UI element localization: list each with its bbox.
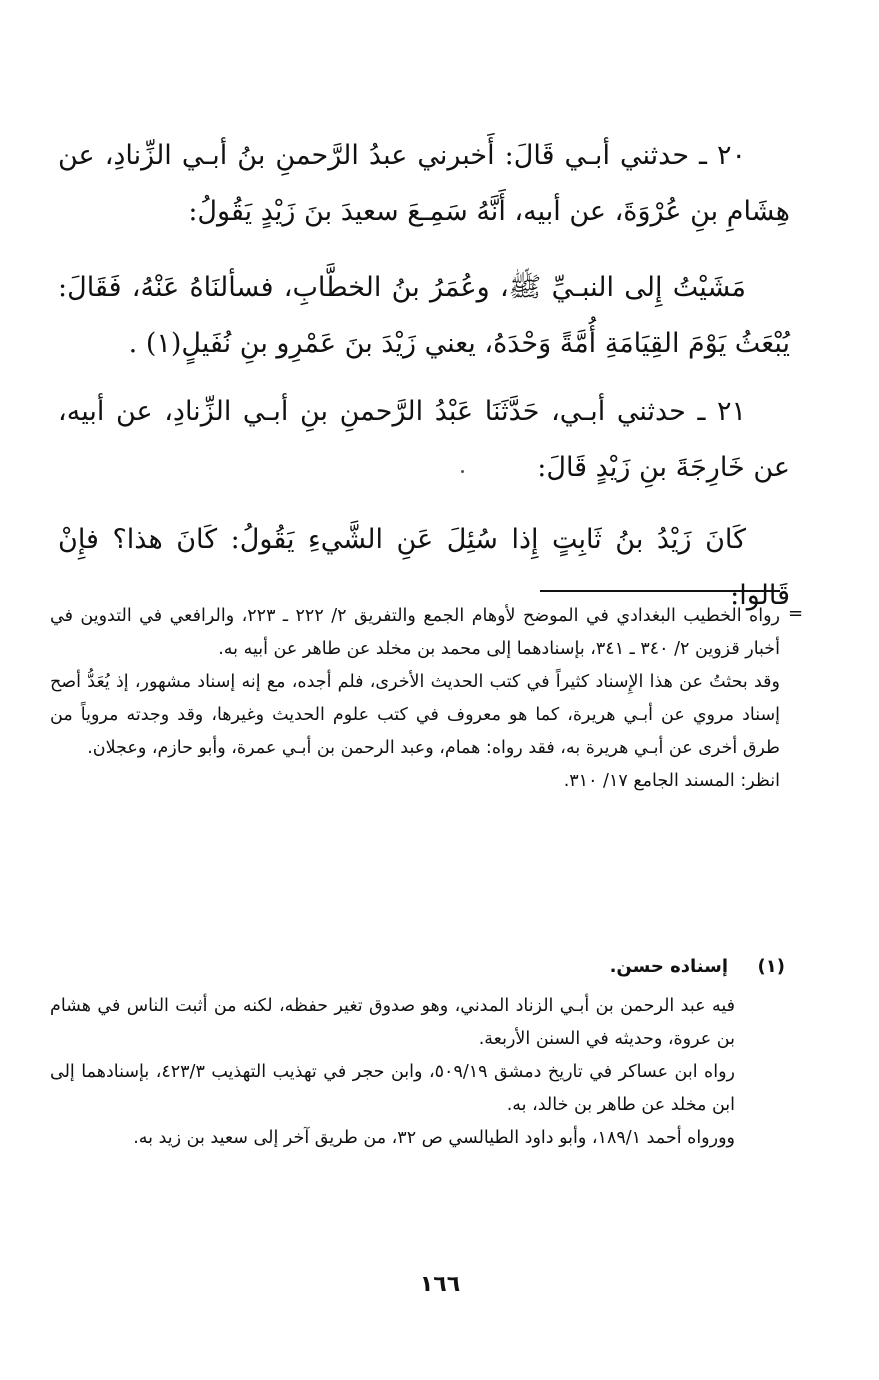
footnote-continuation-marker: =	[788, 603, 804, 624]
hadith-20	[58, 128, 790, 240]
hadith-20-text-block	[58, 260, 790, 372]
hadith-21-matn: كَانَ زَيْدُ بنُ ثَابِتٍ إِذا سُئِلَ عَنِ الشَّيءِ يَقُولُ: كَانَ هذا؟ فإِنْ قَالوا:	[58, 524, 790, 611]
hadith-20-matn: مَشَيْتُ إِلى النبـيِّ ﷺ، وعُمَرُ بنُ الخطَّابِ، فسألنَاهُ عَنْهُ، فَقَالَ: يُبْعَثُ يَوْمَ القِيَامَةِ أُمَّةً وَحْدَهُ، يعني زَيْدَ بنَ عَمْرِو بنِ نُفَيلٍ(١) .	[58, 272, 790, 359]
footnote-separator	[540, 590, 780, 592]
footnote-1-number: (١)	[757, 956, 785, 977]
footnote-paragraph: رواه الخطيب البغدادي في الموضح لأوهام الجمع والتفريق ٢/ ٢٢٢ ـ ٢٢٣، والرافعي في التدوين في أخبار قزوين ٢/ ٣٤٠ ـ ٣٤١، بإسنادهما إلى محمد بن مخلد عن طاهر عن أبيه به.	[50, 606, 780, 659]
footnote-paragraph: انظر: المسند الجامع ١٧/ ٣١٠.	[563, 771, 780, 791]
footnote-paragraph: وقد بحثتُ عن هذا الإِسناد كثيراً في كتب الحديث الأخرى، فلم أجده، مع إنه إسناد مشهور، إذ يُعَدُّ أصح إسناد مروي عن أبـي هريرة، كما هو معروف في كتب علوم الحديث وغيرها، وقد وجدته مروياً من طرق أخرى عن أبـي هريرة به، فقد رواه: همام، وعبد الرحمن بن أبـي عمرة، وأبو حازم، وعجلان.	[50, 672, 780, 758]
hadith-20-isnad: ٢٠ ـ حدثني أبـي قَالَ: أَخبرني عبدُ الرَّحمنِ بنُ أبـي الزِّنادِ، عن هِشَامِ بنِ عُرْوَةَ، عن أبيه، أَنَّهُ سَمِـعَ سعيدَ بنَ زَيْدٍ يَقُولُ:	[58, 140, 790, 227]
footnote-paragraph: وورواه أحمد ١٨٩/١، وأبو داود الطيالسي ص ٣٢، من طريق آخر إلى سعيد بن زيد به.	[133, 1128, 735, 1148]
hadith-21	[58, 384, 790, 496]
page-number: ١٦٦	[419, 1272, 461, 1297]
footnote-paragraph: فيه عبد الرحمن بن أبـي الزناد المدني، وهو صدوق تغير حفظه، لكنه من أثبت الناس في هشام بن عروة، وحديثه في السنن الأربعة.	[50, 996, 735, 1049]
footnote-1-heading: إسناده حسن.	[609, 956, 728, 977]
footnote-paragraph: رواه ابن عساكر في تاريخ دمشق ٥٠٩/١٩، وابن حجر في تهذيب التهذيب ٤٢٣/٣، بإسنادهما إلى ابن مخلد عن طاهر بن خالد، به.	[50, 1062, 735, 1115]
footnote-1-body	[50, 990, 735, 1155]
hadith-21-isnad: ٢١ ـ حدثني أبـي، حَدَّثَنَا عَبْدُ الرَّحمنِ بنِ أبـي الزِّنادِ، عن أبيه، عن خَارِجَةَ بنِ زَيْدٍ قَالَ:	[58, 396, 790, 483]
footnote-continuation	[50, 600, 780, 798]
scan-speck	[461, 470, 464, 473]
